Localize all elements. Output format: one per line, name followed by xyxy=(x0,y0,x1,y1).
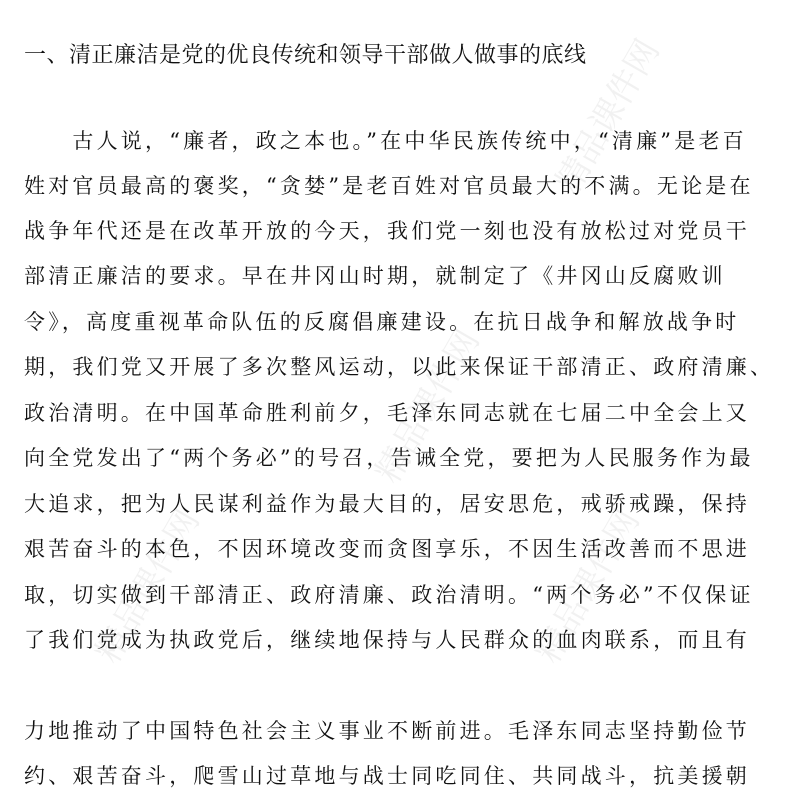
text-line: 了我们党成为执政党后，继续地保持与人民群众的血肉联系，而且有 xyxy=(24,628,750,652)
text-line: 古人说，“廉者，政之本也。”在中华民族传统中，“清廉”是老百 xyxy=(24,129,747,153)
section-heading: 一、清正廉洁是党的优良传统和领导干部做人做事的底线 xyxy=(24,43,587,68)
text-line: 向全党发出了“两个务必”的号召，告诫全党，要把为人民服务作为最 xyxy=(24,446,754,470)
watermark: 精品课件网 xyxy=(88,502,208,670)
watermark: 精品课件网 xyxy=(548,32,668,200)
text-line: 令》，高度重视革命队伍的反腐倡廉建设。在抗日战争和解放战争时 xyxy=(24,310,740,334)
text-line: 艰苦奋斗的本色，不因环境改变而贪图享乐，不因生活改善而不思进 xyxy=(24,537,750,561)
watermark: 精品课件网 xyxy=(368,322,488,490)
text-line: 大追求，把为人民谋利益作为最大目的，居安思危，戒骄戒躁，保持 xyxy=(24,492,750,516)
text-line: 力地推动了中国特色社会主义事业不断前进。毛泽东同志坚持勤俭节 xyxy=(24,719,750,743)
text-line: 取，切实做到干部清正、政府清廉、政治清明。“两个务必”不仅保证 xyxy=(24,583,754,607)
watermark: 精品课件网 xyxy=(528,502,648,670)
text-line: 部清正廉洁的要求。早在井冈山时期，就制定了《井冈山反腐败训 xyxy=(24,264,726,288)
text-line: 期，我们党又开展了多次整风运动，以此来保证干部清正、政府清廉、 xyxy=(24,355,775,379)
text-line: 姓对官员最高的褒奖，“贪婪”是老百姓对官员最大的不满。无论是在 xyxy=(24,174,754,198)
text-line: 约、艰苦奋斗，爬雪山过草地与战士同吃同住、共同战斗，抗美援朝 xyxy=(24,764,750,788)
text-line: 战争年代还是在改革开放的今天，我们党一刻也没有放松过对党员干 xyxy=(24,219,750,243)
text-line: 政治清明。在中国革命胜利前夕，毛泽东同志就在七届二中全会上又 xyxy=(24,401,750,425)
